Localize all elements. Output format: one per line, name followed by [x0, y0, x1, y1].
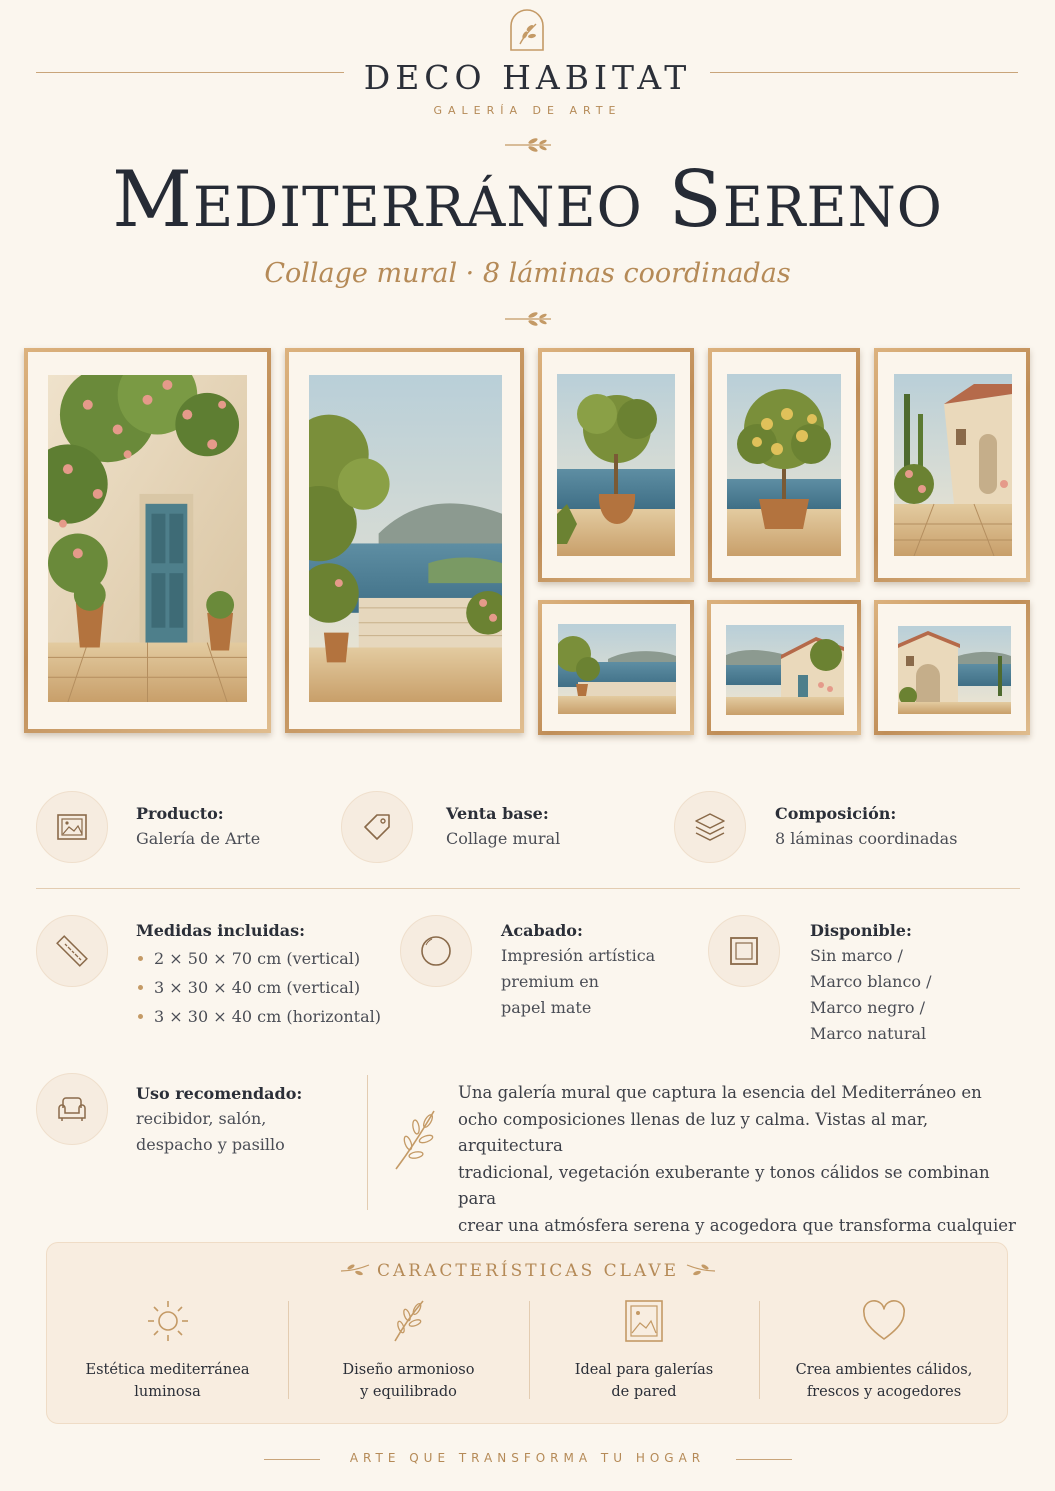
artwork-frame-archway: [874, 600, 1030, 735]
sprig-icon: [339, 1261, 371, 1277]
product-label: Producto:: [136, 804, 224, 823]
brand-subtitle: GALERÍA DE ARTE: [433, 104, 622, 117]
footer-tagline: ARTE QUE TRANSFORMA TU HOGAR: [349, 1451, 706, 1465]
divider: [36, 888, 1020, 889]
usage-label: Uso recomendado:: [136, 1084, 303, 1103]
leaf-icon: [385, 1297, 433, 1345]
feature-item: Estética mediterránea luminosa: [47, 1297, 288, 1403]
image-icon: [36, 791, 108, 863]
key-features-panel: [46, 1242, 1008, 1424]
artwork-frame-seaview: [538, 600, 694, 735]
artwork-frame-terrace: [285, 348, 524, 733]
page-title: Mediterráneo Sereno: [112, 155, 943, 245]
layers-icon: [674, 791, 746, 863]
composition-value: 8 láminas coordinadas: [775, 829, 958, 848]
vertical-divider: [367, 1075, 368, 1210]
sprig-icon: [503, 311, 553, 327]
artwork-frame-street: [874, 348, 1030, 582]
brand-name: DECO HABITAT: [363, 58, 692, 97]
feature-item: Diseño armonioso y equilibrado: [288, 1297, 529, 1403]
logo-icon: [508, 8, 546, 52]
tag-icon: [341, 791, 413, 863]
available-label: Disponible:: [810, 921, 912, 940]
circle-icon: [400, 915, 472, 987]
size-item: 3 × 30 × 40 cm (horizontal): [136, 1002, 381, 1031]
heart-icon: [860, 1297, 908, 1345]
feature-item: Crea ambientes cálidos, frescos y acogedores: [759, 1297, 1009, 1403]
page-subtitle: Collage mural · 8 láminas coordinadas: [264, 258, 791, 289]
finish-value: Impresión artística premium en papel mate: [501, 946, 656, 1017]
sun-icon: [144, 1297, 192, 1345]
artwork-frame-lemon: [708, 348, 860, 582]
sprig-icon: [685, 1261, 717, 1277]
finish-label: Acabado:: [501, 921, 583, 940]
frame-icon: [708, 915, 780, 987]
sale-label: Venta base:: [446, 804, 549, 823]
sale-value: Collage mural: [446, 829, 561, 848]
artwork-frame-olive: [538, 348, 694, 582]
features-title: CARACTERÍSTICAS CLAVE: [376, 1261, 680, 1281]
picture-icon: [620, 1297, 668, 1345]
product-value: Galería de Arte: [136, 829, 261, 848]
available-value: Sin marco / Marco blanco / Marco negro / Marco natural: [810, 946, 932, 1043]
feature-item: Ideal para galerías de pared: [529, 1297, 759, 1403]
size-item: 3 × 30 × 40 cm (vertical): [136, 973, 381, 1002]
description: Una galería mural que captura la esencia del Mediterráneo en ocho composiciones llenas de luz y calma. Vistas al mar, arquitectura tradicional, vegetación exuberante y tonos cálidos se combinan para crear una atmósfera serena y acogedora que transforma cualquier: [458, 1083, 1016, 1235]
sizes-list: [136, 944, 381, 1031]
usage-value: recibidor, salón, despacho y pasillo: [136, 1109, 285, 1154]
armchair-icon: [36, 1073, 108, 1145]
ruler-icon: [36, 915, 108, 987]
artwork-frame-door: [24, 348, 271, 733]
artwork-frame-house: [707, 600, 861, 735]
sizes-label: Medidas incluidas:: [136, 921, 305, 940]
composition-label: Composición:: [775, 804, 897, 823]
size-item: 2 × 50 × 70 cm (vertical): [136, 944, 381, 973]
branch-icon: [390, 1105, 442, 1173]
